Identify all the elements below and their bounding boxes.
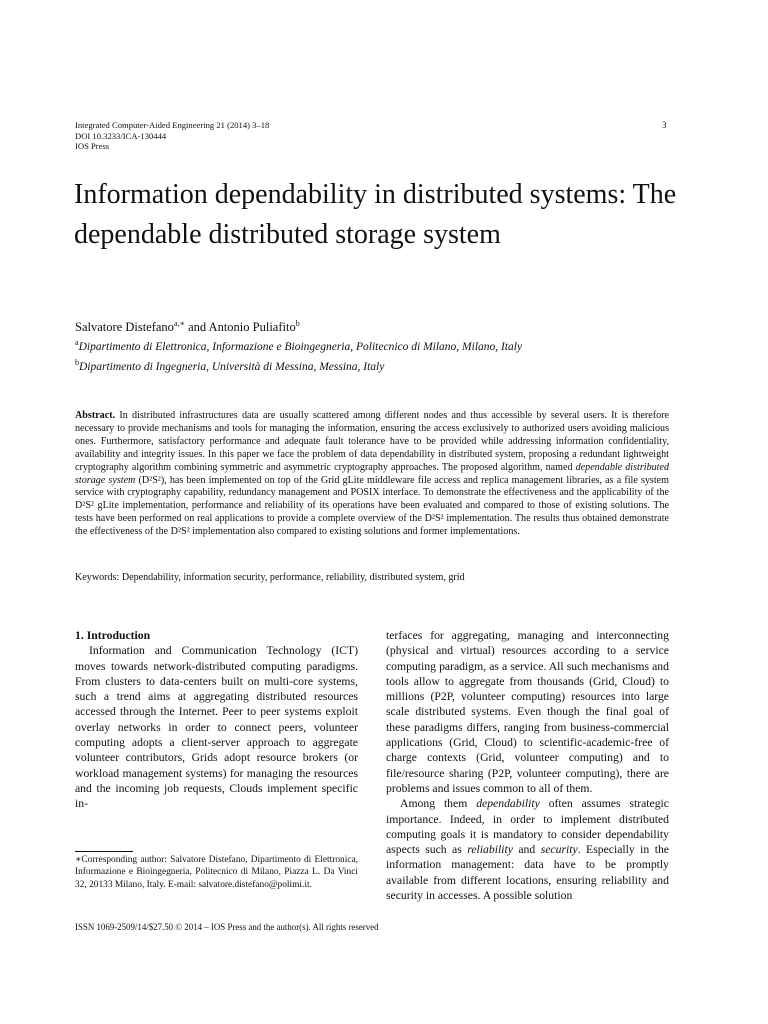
section-heading: 1. Introduction [75, 629, 151, 642]
author-block [75, 316, 522, 375]
p2-em-security: security [540, 843, 578, 857]
paper-title: Information dependability in distributed systems: The dependable distributed storage system [74, 179, 677, 250]
abstract [75, 410, 669, 539]
affiliation-b-mark: b [75, 357, 79, 367]
affiliation-a-text: Dipartimento di Elettronica, Informazione e Bioingegneria, Politecnico di Milano, Milano, Italy [78, 340, 523, 353]
author-line [75, 316, 522, 335]
p2-em-reliability: reliability [467, 843, 513, 857]
journal-header [75, 120, 269, 152]
author-distefano-mark: a,∗ [173, 319, 185, 328]
affiliation-a-mark: a [75, 338, 79, 348]
author-puliafito: Antonio Puliafito [208, 320, 296, 335]
affiliation-b [75, 355, 522, 375]
p2-text-d: . Especially in the information management: data have to be promptly available from different locations, ensuring reliability and security in accesses. A possible solution [386, 843, 669, 903]
abstract-text-1: In distributed infrastructures data are usually scattered among different nodes and thus accessible by several users. It is therefore necessary to provide mechanisms and tools for managing the information, ensuring the access exclusively to authorized users avoiding malicious ones. Furthermore, satisfactory performance and adequate fault tolerance have to be provided while addressing information confidentiality, availability and integrity issues. In this paper we face the problem of data dependability in distributed system, proposing a redundant lightweight cryptography algorithm combining symmetric and asymmetric cryptography approaches. The proposed algorithm, named [75, 410, 669, 473]
intro-paragraph-1-continued: terfaces for aggregating, managing and interconnecting (physical and virtual) resources according to a service computing paradigm, as a service. All such mechanisms and tools allow to aggregate from thousands (Grid, Cloud) to millions (P2P, volunteer computing) resources into large scale distributed systems. Even though the final goal of these paradigms differs, ranging from business-commercial applications (Grid, Cloud) to scientific-academic-free of charge contexts (Grid, volunteer computing) and to file/resource sharing (P2P, volunteer computing), there are problems and issues common to all of them. [386, 629, 669, 795]
p2-text-a: Among them [400, 797, 477, 811]
p2-em-dependability: dependability [476, 797, 540, 811]
p2-text-c: and [512, 843, 541, 857]
footnote-rule [75, 851, 133, 852]
left-column [75, 628, 358, 812]
keywords: Keywords: Dependability, information security, performance, reliability, distributed system, grid [75, 572, 465, 583]
page-number: 3 [662, 120, 667, 130]
abstract-text-2: (D²S²), has been implemented on top of the Grid gLite middleware file access and replica management libraries, as a file system service with cryptography capability, redundancy management and POSIX interface. To demonstrate the effectiveness and the applicability of the D²S² gLite implementation, performance and reliability of its operations have been evaluated and compared to those of existing solutions. The tests have been performed on real applications to provide a complete overview of the D²S² implementation. The results thus obtained demonstrate the effectiveness of the D²S² implementation also compared to existing solutions and former implementations. [75, 474, 669, 538]
publisher: IOS Press [75, 141, 110, 151]
intro-paragraph-1: Information and Communication Technology (ICT) moves towards network-distributed computing paradigms. From clusters to data-centers built on multi-core systems, such a trend aims at aggregating distributed resources accessed through the Internet. Peer to peer systems exploit overlay networks in order to connect peers, volunteer computing adopts a client-server approach to aggregate volunteer contributors, Grids adopt resource brokers (or workload management systems) for managing the resources and the incoming job requests, Clouds implement specific in- [75, 644, 358, 811]
abstract-label: Abstract. [75, 410, 116, 421]
abstract-emphasis: dependable distributed storage system [75, 461, 669, 486]
doi: DOI 10.3233/ICA-130444 [75, 130, 167, 141]
author-puliafito-mark: b [295, 319, 300, 328]
affiliation-b-text: Dipartimento di Ingegneria, Università di Messina, Messina, Italy [79, 360, 385, 373]
p2-text-b: often assumes strategic importance. Indeed, in order to implement distributed computing goals it is mandatory to consider dependability aspects such as [386, 797, 669, 857]
right-column [386, 628, 669, 903]
intro-paragraph-2 [386, 796, 669, 903]
author-distefano: Salvatore Distefano [75, 320, 174, 335]
author-connector: and [184, 320, 209, 335]
issn-line: ISSN 1069-2509/14/$27.50 © 2014 – IOS Press and the author(s). All rights reserved [75, 922, 379, 932]
journal-citation: Integrated Computer-Aided Engineering 21 (2014) 3–18 [75, 120, 270, 130]
affiliation-a [75, 335, 522, 355]
corresponding-author-footnote: ∗Corresponding author: Salvatore Distefano, Dipartimento di Elettronica, Informazione e Bioingegneria, Politecnico di Milano, Piazza L. Da Vinci 32, 20133 Milano, Italy. E-mail: salvatore.distefano@polimi.it. [75, 855, 358, 890]
